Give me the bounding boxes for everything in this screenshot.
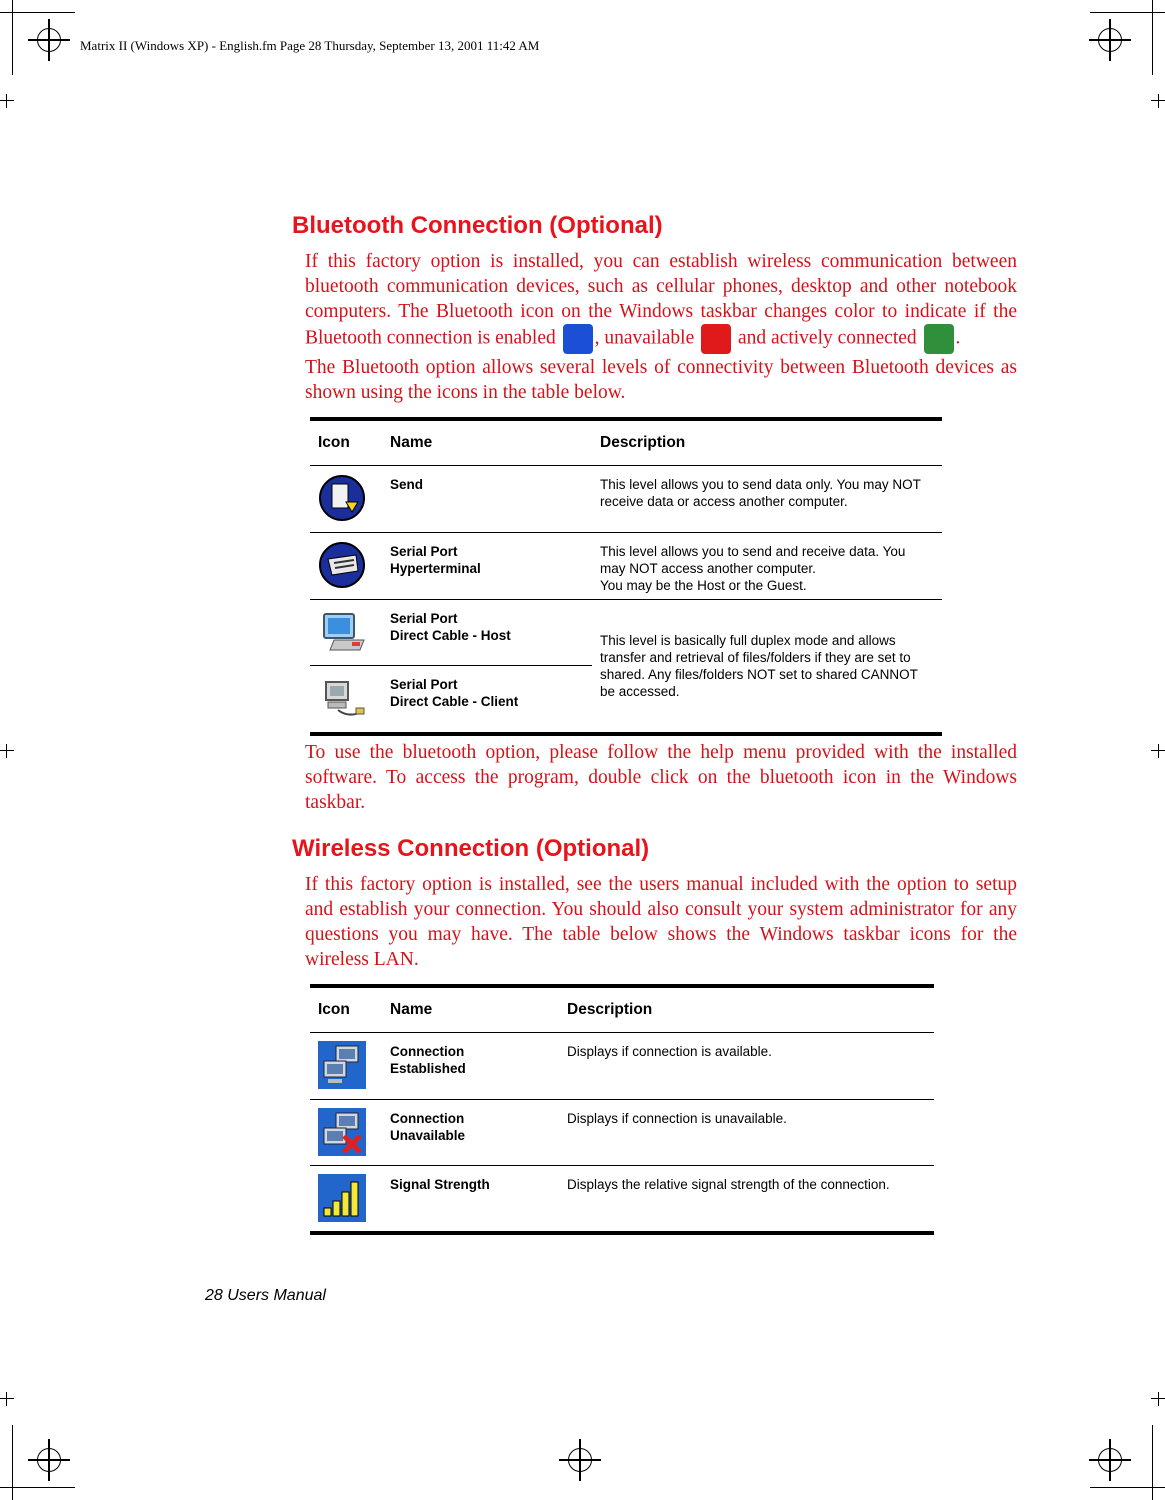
bluetooth-help-paragraph: To use the bluetooth option, please follow the help menu provided with the installed software. To access the program, double click on the bluetooth icon in the Windows taskbar. bbox=[305, 742, 1017, 813]
table-row bbox=[310, 1033, 934, 1100]
bluetooth-levels-paragraph: The Bluetooth option allows several levels of connectivity between Bluetooth devices as shown using the icons in the table below. bbox=[305, 357, 1017, 403]
row-name-sub: Established bbox=[390, 1061, 466, 1076]
bluetooth-table bbox=[310, 417, 942, 736]
bluetooth-intro: If this factory option is installed, you can establish wireless communication between bluetooth communication devices, such as cellular phones, desktop and other notebook computers. The Bluetooth icon on the Windows taskbar changes color to indicate if the Bluetooth connection is enabled , unavailable and actively connected . bbox=[305, 249, 1017, 354]
row-name: Connection bbox=[390, 1044, 465, 1059]
row-description: Displays if connection is unavailable. bbox=[559, 1100, 934, 1166]
connection-established-icon bbox=[318, 1041, 366, 1089]
table-row bbox=[310, 1166, 934, 1233]
row-name: Signal Strength bbox=[382, 1166, 559, 1233]
table-row bbox=[310, 600, 942, 666]
signal-strength-icon bbox=[318, 1174, 366, 1222]
row-name-sub: Hyperterminal bbox=[390, 561, 481, 576]
bluetooth-enabled-icon bbox=[563, 324, 593, 354]
table-row bbox=[310, 1100, 934, 1166]
col-header-icon: Icon bbox=[318, 1001, 350, 1018]
col-header-description: Description bbox=[567, 1001, 653, 1018]
row-name: Send bbox=[382, 466, 592, 533]
direct-cable-client-icon bbox=[318, 674, 366, 722]
row-description: This level is basically full duplex mode and allows transfer and retrieval of files/folders if they are set to shared. Any files/folders NOT set to shared CANNOT be accessed. bbox=[592, 600, 942, 734]
table-row bbox=[310, 533, 942, 600]
table-row bbox=[310, 466, 942, 533]
wireless-table bbox=[310, 984, 934, 1235]
col-header-icon: Icon bbox=[318, 434, 350, 451]
row-name-sub: Direct Cable - Client bbox=[390, 694, 519, 709]
col-header-name: Name bbox=[390, 434, 433, 451]
row-description-note: You may be the Host or the Guest. bbox=[600, 578, 807, 593]
row-name: Serial Port bbox=[390, 677, 458, 692]
row-description: This level allows you to send data only. You may NOT receive data or access another computer. bbox=[592, 466, 942, 533]
direct-cable-host-icon bbox=[318, 608, 366, 656]
row-name-sub: Unavailable bbox=[390, 1128, 466, 1143]
row-name: Serial Port bbox=[390, 544, 458, 559]
row-name: Serial Port bbox=[390, 611, 458, 626]
col-header-name: Name bbox=[390, 1001, 433, 1018]
connection-unavailable-icon bbox=[318, 1108, 366, 1156]
row-description: Displays if connection is available. bbox=[559, 1033, 934, 1100]
row-name-sub: Direct Cable - Host bbox=[390, 628, 511, 643]
wireless-intro: If this factory option is installed, see the users manual included with the option to setup and establish your connection. You should also consult your system administrator for any questions you may have. The table below shows the Windows taskbar icons for the wireless LAN. bbox=[305, 874, 1017, 970]
send-icon bbox=[318, 474, 366, 522]
row-description: This level allows you to send and receive data. You may NOT access another computer. bbox=[600, 544, 906, 576]
bluetooth-title: Bluetooth Connection (Optional) bbox=[292, 212, 663, 239]
wireless-title: Wireless Connection (Optional) bbox=[292, 835, 650, 862]
row-name: Connection bbox=[390, 1111, 465, 1126]
col-header-description: Description bbox=[600, 434, 686, 451]
page-footer: 28 Users Manual bbox=[205, 1287, 326, 1304]
serial-port-icon bbox=[318, 541, 366, 589]
bluetooth-connected-icon bbox=[924, 324, 954, 354]
running-head: Matrix II (Windows XP) - English.fm Page 28 Thursday, September 13, 2001 11:42 AM bbox=[80, 38, 540, 53]
bluetooth-unavailable-icon bbox=[701, 324, 731, 354]
row-description: Displays the relative signal strength of the connection. bbox=[559, 1166, 934, 1233]
